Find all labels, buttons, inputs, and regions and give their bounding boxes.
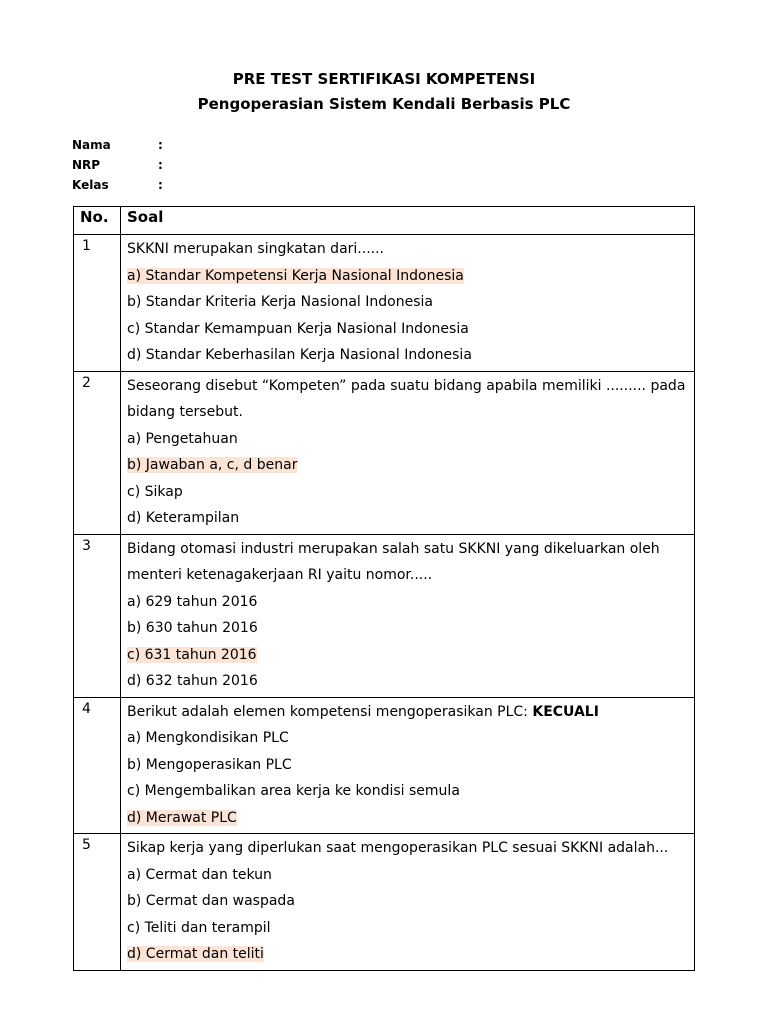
answer-option bbox=[127, 941, 694, 968]
question-list bbox=[74, 235, 695, 971]
answer-option-correct: d) Cermat dan teliti bbox=[127, 946, 264, 962]
answer-option bbox=[127, 778, 694, 805]
answer-option bbox=[127, 642, 694, 669]
question-text-span: Sikap kerja yang diperlukan saat mengoperasikan PLC sesuai SKKNI adalah... bbox=[127, 840, 669, 856]
answer-option-text: d) Keterampilan bbox=[127, 510, 240, 526]
question-text-span: Seseorang disebut “Kompeten” pada suatu bidang apabila memiliki ......... pada bbox=[127, 377, 686, 394]
question-number: 2 bbox=[74, 371, 121, 534]
question-text bbox=[127, 562, 694, 589]
question-emphasis: KECUALI bbox=[532, 703, 599, 720]
answer-option bbox=[127, 725, 694, 752]
question-number: 4 bbox=[74, 697, 121, 834]
answer-option bbox=[127, 888, 694, 915]
question-cell bbox=[121, 697, 695, 834]
column-header-no: No. bbox=[74, 207, 121, 235]
answer-option bbox=[127, 316, 694, 343]
question-cell bbox=[121, 534, 695, 697]
answer-option-text: b) Mengoperasikan PLC bbox=[127, 756, 292, 773]
answer-option-correct: c) 631 tahun 2016 bbox=[127, 646, 257, 663]
table-header-row bbox=[74, 207, 695, 235]
answer-option-text: b) 630 tahun 2016 bbox=[127, 620, 258, 636]
question-text bbox=[127, 373, 694, 400]
answer-option-text: d) Standar Keberhasilan Kerja Nasional Indonesia bbox=[127, 347, 472, 363]
answer-option bbox=[127, 452, 694, 479]
document-title: PRE TEST SERTIFIKASI KOMPETENSI bbox=[232, 70, 536, 88]
question-number: 3 bbox=[74, 534, 121, 697]
answer-option bbox=[127, 479, 694, 506]
question-text bbox=[127, 399, 694, 426]
question-text bbox=[127, 835, 694, 862]
answer-option-text: a) Pengetahuan bbox=[127, 430, 238, 447]
answer-option bbox=[127, 615, 694, 642]
question-text bbox=[127, 236, 694, 263]
info-separator: : bbox=[158, 158, 163, 172]
answer-option bbox=[127, 862, 694, 889]
info-row-kelas bbox=[72, 178, 163, 192]
question-text-span: SKKNI merupakan singkatan dari...... bbox=[127, 241, 384, 257]
answer-option bbox=[127, 589, 694, 616]
table-row bbox=[74, 834, 695, 971]
question-number: 1 bbox=[74, 235, 121, 372]
document-subtitle: Pengoperasian Sistem Kendali Berbasis PLC bbox=[197, 95, 571, 113]
info-separator: : bbox=[158, 138, 163, 152]
question-text-span: Bidang otomasi industri merupakan salah satu SKKNI yang dikeluarkan oleh bbox=[127, 540, 660, 557]
answer-option bbox=[127, 263, 694, 290]
info-separator: : bbox=[158, 178, 163, 192]
question-cell bbox=[121, 235, 695, 372]
table-row bbox=[74, 534, 695, 697]
table-row bbox=[74, 697, 695, 834]
question-number: 5 bbox=[74, 834, 121, 971]
table-row bbox=[74, 235, 695, 372]
answer-option bbox=[127, 426, 694, 453]
answer-option-text: c) Mengembalikan area kerja ke kondisi semula bbox=[127, 783, 460, 799]
answer-option bbox=[127, 668, 694, 695]
question-text-span: Berikut adalah elemen kompetensi mengoperasikan PLC: bbox=[127, 703, 533, 720]
answer-option bbox=[127, 289, 694, 316]
answer-option-text: c) Sikap bbox=[127, 483, 183, 500]
question-text-span: menteri ketenagakerjaan RI yaitu nomor..... bbox=[127, 567, 433, 583]
question-text-span: bidang tersebut. bbox=[127, 404, 243, 420]
question-table bbox=[73, 206, 695, 971]
question-cell bbox=[121, 834, 695, 971]
info-row-nrp bbox=[72, 158, 163, 172]
answer-option bbox=[127, 752, 694, 779]
question-text bbox=[127, 699, 694, 726]
answer-option-text: b) Standar Kriteria Kerja Nasional Indonesia bbox=[127, 294, 433, 310]
answer-option-correct: b) Jawaban a, c, d benar bbox=[127, 457, 298, 473]
column-header-soal: Soal bbox=[121, 207, 695, 235]
info-label: Nama bbox=[72, 138, 111, 152]
answer-option-text: a) Mengkondisikan PLC bbox=[127, 730, 289, 746]
table-row bbox=[74, 371, 695, 534]
answer-option-text: c) Teliti dan terampil bbox=[127, 919, 271, 936]
info-label: NRP bbox=[72, 158, 101, 172]
answer-option-text: b) Cermat dan waspada bbox=[127, 893, 295, 909]
answer-option-text: a) Cermat dan tekun bbox=[127, 866, 272, 883]
question-cell bbox=[121, 371, 695, 534]
answer-option bbox=[127, 342, 694, 369]
answer-option bbox=[127, 805, 694, 832]
answer-option-text: d) 632 tahun 2016 bbox=[127, 673, 258, 689]
answer-option-correct: d) Merawat PLC bbox=[127, 809, 237, 826]
answer-option-text: c) Standar Kemampuan Kerja Nasional Indonesia bbox=[127, 320, 469, 337]
answer-option bbox=[127, 505, 694, 532]
question-text bbox=[127, 536, 694, 563]
info-label: Kelas bbox=[72, 178, 109, 192]
info-row-nama bbox=[72, 138, 163, 152]
answer-option bbox=[127, 915, 694, 942]
answer-option-correct: a) Standar Kompetensi Kerja Nasional Indonesia bbox=[127, 267, 464, 284]
answer-option-text: a) 629 tahun 2016 bbox=[127, 593, 258, 610]
